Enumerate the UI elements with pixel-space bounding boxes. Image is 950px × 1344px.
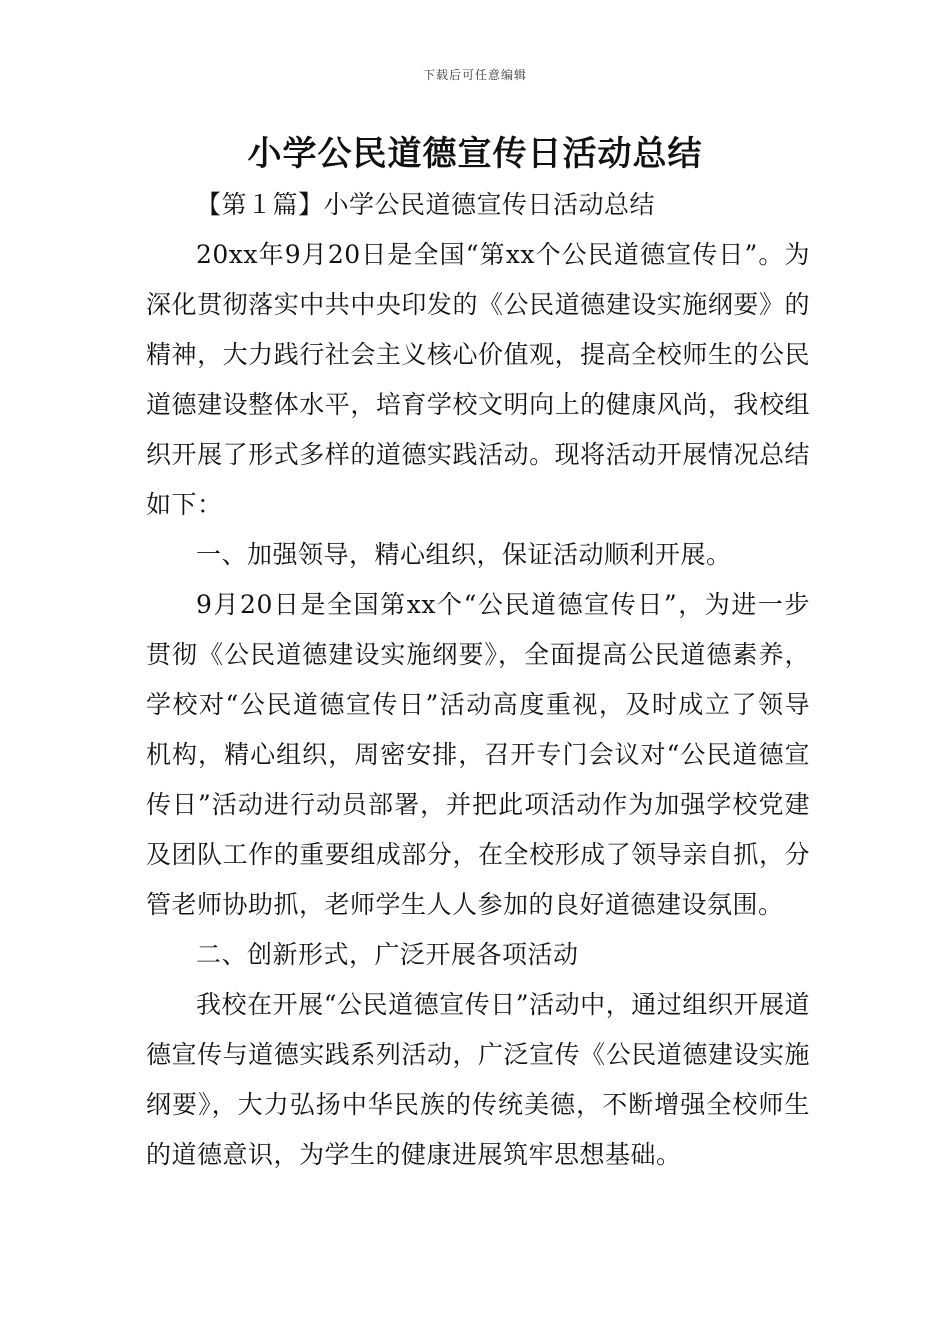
chapter-heading: 【第１篇】小学公民道德宣传日活动总结 xyxy=(196,190,656,219)
document-body xyxy=(146,180,810,1180)
paragraph-intro: 20xx年9月20日是全国“第xx个公民道德宣传日”。为深化贯彻落实中共中央印发的《公民道德建设实施纲要》的精神，大力践行社会主义核心价值观，提高全校师生的公民道德建设整体水平，培育学校文明向上的健康风尚，我校组织开展了形式多样的道德实践活动。现将活动开展情况总结如下： xyxy=(146,240,810,519)
paragraph-section-1: 9月20日是全国第xx个“公民道德宣传日”，为进一步贯彻《公民道德建设实施纲要》，全面提高公民道德素养，学校对“公民道德宣传日”活动高度重视，及时成立了领导机构，精心组织，周密安排，召开专门会议对“公民道德宣传日”活动进行动员部署，并把此项活动作为加强学校党建及团队工作的重要组成部分，在全校形成了领导亲自抓，分管老师协助抓，老师学生人人参加的良好道德建设氛围。 xyxy=(146,590,810,919)
section-heading-2: 二、创新形式，广泛开展各项活动 xyxy=(196,940,579,969)
document-title: 小学公民道德宣传日活动总结 xyxy=(247,134,703,174)
paragraph-section-2: 我校在开展“公民道德宣传日”活动中，通过组织开展道德宣传与道德实践系列活动，广泛宣传《公民道德建设实施纲要》，大力弘扬中华民族的传统美德，不断增强全校师生的道德意识，为学生的健康进展筑牢思想基础。 xyxy=(146,990,810,1169)
section-heading-1: 一、加强领导，精心组织，保证活动顺利开展。 xyxy=(196,540,732,569)
header-note: 下载后可任意编辑 xyxy=(422,68,527,82)
